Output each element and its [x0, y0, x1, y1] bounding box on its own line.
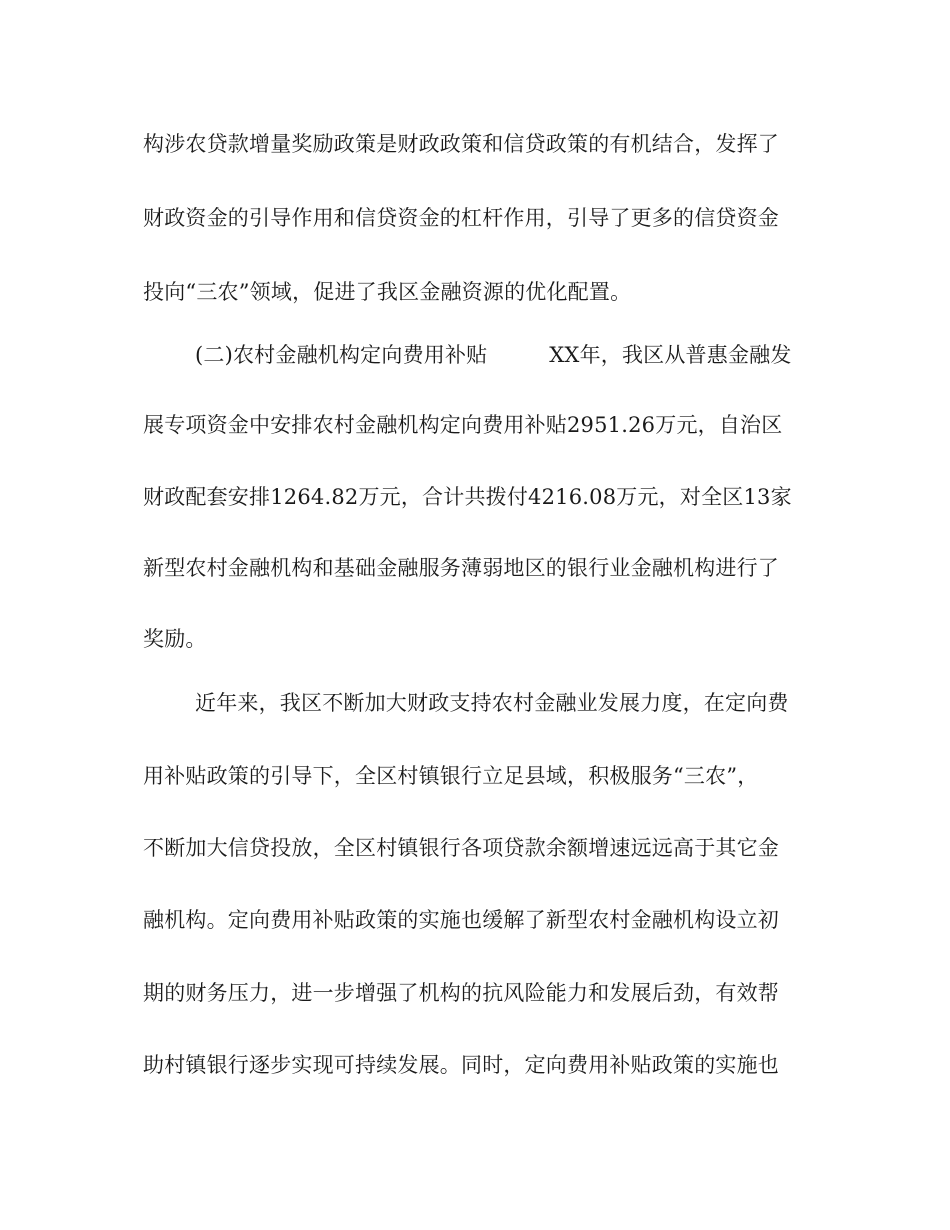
text-line-8: 奖励。 — [143, 627, 207, 651]
text-line-2: 财政资金的引导作用和信贷资金的杠杆作用，引导了更多的信贷资金 — [143, 206, 779, 230]
text-line-7: 新型农村金融机构和基础金融服务薄弱地区的银行业金融机构进行了 — [143, 556, 779, 580]
text-line-14: 助村镇银行逐步实现可持续发展。同时，定向费用补贴政策的实施也 — [143, 1053, 779, 1077]
text-line-10: 用补贴政策的引导下，全区村镇银行立足县域，积极服务“三农”， — [143, 764, 759, 788]
text-line-13: 期的财务压力，进一步增强了机构的抗风险能力和发展后劲，有效帮 — [143, 981, 779, 1005]
text-line-9: 近年来，我区不断加大财政支持农村金融业发展力度，在定向费 — [195, 691, 789, 715]
text-line-12: 融机构。定向费用补贴政策的实施也缓解了新型农村金融机构设立初 — [143, 908, 779, 932]
text-line-6: 财政配套安排1264.82万元，合计共拨付4216.08万元，对全区13家 — [143, 485, 792, 509]
text-line-5: 展专项资金中安排农村金融机构定向费用补贴2951.26万元，自治区 — [143, 413, 783, 437]
text-line-1: 构涉农贷款增量奖励政策是财政政策和信贷政策的有机结合，发挥了 — [143, 132, 779, 156]
text-line-3: 投向“三农”领域，促进了我区金融资源的优化配置。 — [143, 280, 632, 304]
text-line-11: 不断加大信贷投放，全区村镇银行各项贷款余额增速远远高于其它金 — [143, 836, 779, 860]
text-line-4: (二)农村金融机构定向费用补贴 XX年，我区从普惠金融发 — [195, 343, 792, 367]
